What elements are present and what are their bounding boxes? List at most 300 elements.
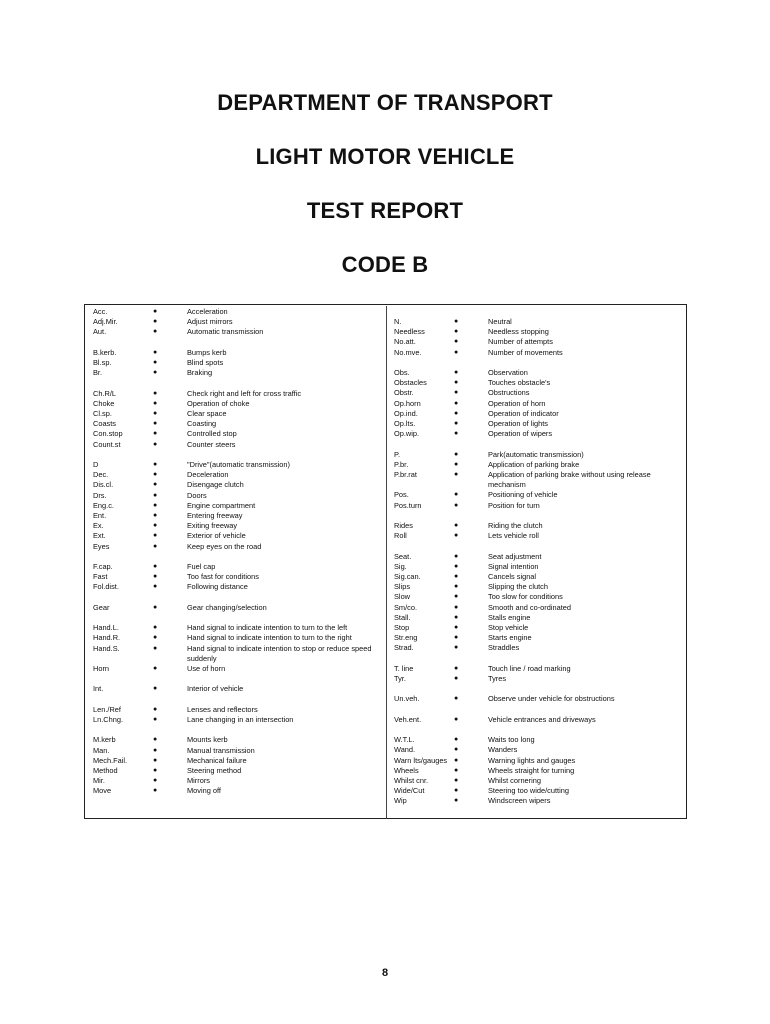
bullet-icon (454, 684, 488, 694)
abbreviation-code: Dec. (93, 470, 109, 480)
bullet-icon: ● (454, 634, 459, 642)
abbreviation-row (93, 572, 377, 582)
abbreviation-row (93, 664, 377, 674)
bullet-icon: ● (454, 695, 459, 703)
abbreviation-code: No.mve. (394, 347, 422, 357)
abbreviation-meaning: Counter steers (187, 439, 236, 449)
abbreviation-meaning (187, 593, 377, 603)
abbreviation-meaning: Stalls engine (488, 612, 531, 622)
abbreviation-meaning: Operation of lights (488, 419, 548, 429)
bullet-icon: ● (153, 328, 158, 336)
bullet-icon: ● (153, 471, 158, 479)
title-vehicle-class: LIGHT MOTOR VEHICLE (255, 144, 515, 169)
abbreviation-row (394, 633, 678, 643)
bullet-icon: ● (454, 501, 459, 509)
abbreviation-row (394, 470, 678, 490)
abbreviation-code: Hand.S. (93, 643, 120, 653)
bullet-icon: ● (454, 675, 459, 683)
abbreviation-meaning (488, 541, 678, 551)
abbreviation-row (394, 562, 678, 572)
abbreviation-meaning: Adjust mirrors (187, 317, 233, 327)
abbreviation-meaning (187, 450, 377, 460)
abbreviation-row (93, 603, 377, 613)
abbreviation-row (93, 552, 377, 562)
abbreviation-row (394, 613, 678, 623)
bullet-icon: ● (454, 593, 459, 601)
abbreviation-row (394, 531, 678, 541)
bullet-icon (153, 378, 187, 388)
abbreviation-row (93, 633, 377, 643)
bullet-icon: ● (454, 797, 459, 805)
abbreviation-row (93, 521, 377, 531)
bullet-icon: ● (153, 756, 158, 764)
abbreviation-code: Choke (93, 398, 115, 408)
abbreviation-meaning: Lane changing in an intersection (187, 715, 294, 724)
abbreviation-row (93, 501, 377, 511)
bullet-icon: ● (153, 481, 158, 489)
abbreviation-code: Op.wip. (394, 429, 420, 439)
bullet-icon: ● (454, 318, 459, 325)
abbreviation-code: No.att. (394, 337, 416, 347)
bullet-icon (454, 439, 488, 449)
abbreviation-code: Rides (394, 521, 413, 531)
abbreviation-code: Sig.can. (394, 572, 421, 582)
abbreviation-row (93, 511, 377, 521)
abbreviation-code: Br. (93, 368, 103, 378)
abbreviation-row (394, 603, 678, 613)
abbreviation-code: N. (394, 317, 402, 326)
bullet-icon: ● (153, 430, 158, 438)
abbreviation-row (394, 317, 678, 327)
bullet-icon: ● (153, 461, 158, 468)
bullet-icon (153, 613, 187, 623)
abbreviation-row (394, 684, 678, 694)
abbreviation-meaning: Hand signal to indicate intention to turn to the right (187, 633, 352, 643)
abbreviation-code: Sig. (394, 561, 407, 571)
abbreviation-meaning: Disengage clutch (187, 480, 244, 490)
abbreviation-code: Wand. (394, 745, 416, 755)
abbreviation-row (93, 562, 377, 572)
abbreviation-row (93, 593, 377, 603)
abbreviation-row (93, 582, 377, 592)
abbreviation-row (394, 735, 678, 745)
bullet-icon: ● (153, 389, 158, 397)
bullet-icon: ● (454, 399, 459, 407)
abbreviation-code: Tyr. (394, 674, 406, 684)
abbreviation-row (394, 337, 678, 347)
bullet-icon (153, 593, 187, 603)
abbreviation-meaning: Operation of choke (187, 398, 250, 408)
abbreviation-row (394, 501, 678, 511)
bullet-icon (454, 358, 488, 368)
bullet-icon (454, 705, 488, 715)
abbreviation-meaning (488, 511, 678, 521)
bullet-icon: ● (454, 379, 459, 387)
abbreviation-code: Ex. (93, 521, 104, 531)
abbreviation-meaning: Riding the clutch (488, 521, 543, 531)
abbreviation-meaning: Hand signal to indicate intention to turn to the left (187, 623, 348, 633)
abbreviation-meaning (187, 695, 377, 705)
abbreviation-meaning: Whilst cornering (488, 776, 541, 786)
abbreviation-row (93, 491, 377, 501)
abbreviation-row (93, 613, 377, 623)
abbreviation-meaning: Steering too wide/cutting (488, 786, 569, 796)
bullet-icon: ● (454, 664, 459, 672)
abbreviation-meaning: Observation (488, 368, 528, 377)
abbreviation-meaning (488, 439, 678, 449)
abbreviation-code: W.T.L. (394, 735, 415, 745)
abbreviation-meaning: Application of parking brake without using release mechanism (488, 470, 651, 490)
abbreviation-row (394, 378, 678, 388)
abbreviation-code: Ent. (93, 511, 107, 521)
abbreviation-meaning (187, 552, 377, 562)
abbreviation-code: P. (394, 449, 401, 459)
abbreviation-meaning: Entering freeway (187, 511, 243, 521)
bullet-icon: ● (454, 552, 459, 560)
abbreviation-meaning: Touch line / road marking (488, 663, 571, 673)
abbreviation-row (93, 715, 377, 725)
abbreviation-row (93, 725, 377, 735)
abbreviation-code: Un.veh. (394, 694, 420, 704)
abbreviation-meaning: Mounts kerb (187, 735, 228, 745)
bullet-icon: ● (454, 532, 459, 540)
abbreviation-meaning: Tyres (488, 674, 507, 684)
abbreviation-meaning: Deceleration (187, 470, 229, 480)
abbreviation-code: Coasts (93, 419, 117, 429)
bullet-icon: ● (153, 716, 158, 723)
bullet-icon: ● (153, 348, 158, 356)
abbreviation-row (93, 766, 377, 776)
bullet-icon: ● (153, 736, 158, 744)
abbreviation-code: D (93, 460, 99, 469)
abbreviation-row (93, 338, 377, 348)
bullet-icon: ● (454, 522, 459, 530)
abbreviation-meaning: Straddles (488, 643, 520, 653)
abbreviation-row (93, 480, 377, 490)
abbreviation-meaning (187, 725, 377, 735)
abbreviation-row (394, 664, 678, 674)
bullet-icon (454, 511, 488, 521)
abbreviation-code (93, 552, 153, 562)
abbreviation-code: Fast (93, 572, 108, 582)
abbreviation-meaning: Lets vehicle roll (488, 531, 539, 541)
abbreviation-code: Pos. (394, 490, 409, 500)
bullet-icon: ● (153, 603, 158, 611)
abbreviation-row (394, 511, 678, 521)
abbreviation-code: T. line (394, 663, 414, 673)
abbreviation-row (394, 654, 678, 664)
abbreviation-code: Slow (394, 592, 411, 602)
abbreviation-row (93, 705, 377, 715)
abbreviation-code: Int. (93, 684, 104, 694)
bullet-icon: ● (454, 603, 459, 611)
abbreviation-row (394, 766, 678, 776)
bullet-icon: ● (454, 389, 459, 397)
abbreviation-code: Drs. (93, 490, 107, 500)
abbreviations-left-column (93, 307, 377, 797)
abbreviation-code: Dis.cl. (93, 480, 114, 490)
bullet-icon: ● (153, 624, 158, 632)
bullet-icon: ● (454, 450, 459, 458)
abbreviation-meaning: Park(automatic transmission) (488, 449, 584, 459)
abbreviation-code: Whilst cnr. (394, 776, 429, 786)
abbreviation-row (394, 439, 678, 449)
bullet-icon (454, 654, 488, 664)
abbreviation-row (394, 368, 678, 378)
abbreviation-code: Obstacles (394, 378, 427, 388)
abbreviation-code: P.br.rat (394, 470, 417, 480)
abbreviation-row (93, 695, 377, 705)
bullet-icon: ● (153, 318, 158, 326)
abbreviation-code (93, 593, 153, 603)
abbreviation-meaning: Smooth and co-ordinated (488, 602, 571, 612)
bullet-icon: ● (153, 308, 158, 315)
abbreviation-row (394, 715, 678, 725)
abbreviation-code: Gear (93, 602, 110, 612)
bullet-icon: ● (454, 624, 459, 632)
bullet-icon: ● (153, 583, 158, 591)
abbreviation-row (93, 450, 377, 460)
abbreviation-meaning: Use of horn (187, 664, 226, 674)
abbreviation-code: Op.ind. (394, 408, 418, 418)
abbreviation-meaning: Exiting freeway (187, 521, 238, 531)
bullet-icon: ● (454, 369, 459, 376)
abbreviation-row (394, 572, 678, 582)
abbreviation-row (93, 358, 377, 368)
abbreviation-meaning (187, 378, 377, 388)
bullet-icon: ● (153, 563, 158, 571)
abbreviation-meaning: Wanders (488, 745, 518, 755)
abbreviation-row (394, 541, 678, 551)
abbreviation-meaning: Position for turn (488, 500, 540, 510)
abbreviation-meaning (187, 613, 377, 623)
abbreviation-row (93, 746, 377, 756)
bullet-icon: ● (153, 369, 158, 377)
abbreviation-row (93, 368, 377, 378)
abbreviation-row (394, 450, 678, 460)
bullet-icon: ● (153, 777, 158, 785)
abbreviation-code (93, 338, 153, 348)
abbreviation-row (93, 399, 377, 409)
bullet-icon: ● (454, 491, 459, 499)
bullet-icon: ● (454, 613, 459, 621)
abbreviation-row (93, 542, 377, 552)
abbreviation-code: P.br. (394, 459, 409, 469)
abbreviation-code: Pos.turn (394, 500, 422, 510)
bullet-icon: ● (153, 573, 158, 581)
abbreviation-code: Wip (394, 796, 407, 806)
abbreviation-row (394, 521, 678, 531)
bullet-icon: ● (153, 359, 158, 366)
abbreviation-code: Ext. (93, 531, 106, 541)
title-test-report: TEST REPORT (306, 198, 464, 223)
abbreviation-code: Ln.Chng. (93, 715, 123, 724)
abbreviation-row (394, 327, 678, 337)
bullet-icon: ● (454, 409, 459, 417)
abbreviation-code: Roll (394, 531, 407, 541)
abbreviation-row (93, 684, 377, 694)
bullet-icon: ● (153, 787, 158, 795)
abbreviation-code: Cl.sp. (93, 409, 112, 418)
bullet-icon: ● (454, 715, 459, 723)
abbreviation-code: Horn (93, 664, 110, 674)
abbreviation-code: Wide/Cut (394, 786, 425, 796)
abbreviation-meaning: Moving off (187, 786, 221, 796)
abbreviation-code: Acc. (93, 307, 108, 316)
abbreviation-row (394, 623, 678, 633)
abbreviation-meaning: Wheels straight for turning (488, 765, 575, 775)
abbreviation-code: Aut. (93, 327, 107, 337)
abbreviation-meaning (488, 358, 678, 368)
abbreviation-row (93, 440, 377, 450)
abbreviation-row (394, 674, 678, 684)
bullet-icon: ● (454, 787, 459, 795)
bullet-icon: ● (153, 746, 158, 754)
abbreviation-code: Move (93, 786, 112, 796)
abbreviation-row (93, 735, 377, 745)
abbreviation-code: Obstr. (394, 388, 414, 398)
abbreviation-meaning (187, 338, 377, 348)
bullet-icon: ● (454, 471, 459, 479)
abbreviation-code (394, 511, 454, 521)
bullet-icon: ● (153, 399, 158, 407)
abbreviation-row (93, 429, 377, 439)
abbreviation-meaning: Number of movements (488, 347, 563, 357)
abbreviation-meaning (488, 725, 678, 735)
abbreviation-meaning: Bumps kerb (187, 347, 227, 357)
abbreviation-code: B.kerb. (93, 347, 117, 357)
abbreviation-row (394, 694, 678, 704)
abbreviation-meaning: Too slow for conditions (488, 592, 563, 602)
abbreviation-row (93, 531, 377, 541)
abbreviation-meaning: Controlled stop (187, 429, 237, 439)
abbreviation-code: Wheels (394, 765, 419, 775)
abbreviation-code (394, 705, 454, 715)
abbreviation-code: Needless (394, 327, 425, 337)
abbreviation-row (93, 409, 377, 419)
bullet-icon: ● (454, 460, 459, 468)
abbreviation-code: Adj.Mir. (93, 317, 118, 327)
abbreviation-row (394, 592, 678, 602)
abbreviation-meaning: Neutral (488, 317, 512, 326)
abbreviation-meaning: Clear space (187, 409, 227, 418)
bullet-icon: ● (454, 338, 459, 346)
abbreviation-code (93, 674, 153, 684)
abbreviation-row (394, 399, 678, 409)
abbreviation-meaning: "Drive"(automatic transmission) (187, 460, 290, 469)
abbreviation-code: Mech.Fail. (93, 755, 128, 765)
abbreviation-meaning: Exterior of vehicle (187, 531, 246, 541)
abbreviation-code: Sm/co. (394, 602, 417, 612)
abbreviation-row (394, 725, 678, 735)
abbreviation-row (394, 429, 678, 439)
abbreviation-code: Str.eng (394, 633, 418, 643)
bullet-icon: ● (454, 573, 459, 581)
abbreviation-code: Eng.c. (93, 500, 114, 510)
abbreviation-row (394, 745, 678, 755)
abbreviation-code: Count.st (93, 439, 121, 449)
abbreviation-code (394, 439, 454, 449)
bullet-icon (153, 695, 187, 705)
bullet-icon (153, 725, 187, 735)
bullet-icon: ● (454, 562, 459, 570)
abbreviation-row (93, 307, 377, 317)
abbreviation-row (394, 460, 678, 470)
abbreviation-code (394, 358, 454, 368)
abbreviation-code: Veh.ent. (394, 714, 422, 724)
abbreviation-code: Hand.L. (93, 623, 119, 633)
abbreviation-meaning: Blind spots (187, 358, 224, 367)
bullet-icon: ● (153, 542, 158, 550)
bullet-icon: ● (153, 532, 158, 540)
abbreviation-code (394, 654, 454, 664)
abbreviation-row (394, 419, 678, 429)
abbreviation-row (93, 786, 377, 796)
abbreviation-code: Slips (394, 582, 411, 592)
abbreviation-code (394, 725, 454, 735)
bullet-icon: ● (153, 491, 158, 499)
abbreviation-meaning: Seat adjustment (488, 551, 542, 561)
abbreviation-row (93, 389, 377, 399)
abbreviation-meaning: Operation of wipers (488, 429, 553, 439)
bullet-icon (153, 450, 187, 460)
abbreviation-row (93, 378, 377, 388)
bullet-icon (454, 725, 488, 735)
abbreviation-code (93, 695, 153, 705)
abbreviation-code: Seat. (394, 551, 412, 561)
title-department: DEPARTMENT OF TRANSPORT (217, 90, 553, 115)
bullet-icon: ● (153, 420, 158, 428)
abbreviation-code: Hand.R. (93, 633, 121, 643)
bullet-icon (153, 552, 187, 562)
abbreviation-meaning: Operation of horn (488, 398, 546, 408)
abbreviation-meaning: Waits too long (488, 735, 535, 745)
abbreviation-meaning: Doors (187, 490, 207, 500)
abbreviation-meaning: Slipping the clutch (488, 582, 548, 592)
abbreviation-meaning: Windscreen wipers (488, 796, 551, 806)
abbreviation-code: Method (93, 766, 118, 775)
abbreviation-code: M.kerb (93, 735, 116, 745)
bullet-icon: ● (153, 634, 158, 642)
abbreviation-code: Mir. (93, 776, 105, 786)
abbreviation-row (93, 317, 377, 327)
bullet-icon: ● (454, 766, 459, 774)
abbreviation-code (394, 541, 454, 551)
abbreviation-meaning: Observe under vehicle for obstructions (488, 694, 615, 704)
bullet-icon: ● (454, 644, 459, 652)
title-code: CODE B (341, 252, 429, 277)
bullet-icon: ● (153, 440, 158, 448)
abbreviation-code: Stall. (394, 612, 411, 622)
abbreviation-meaning: Application of parking brake (488, 459, 580, 469)
bullet-icon (454, 541, 488, 551)
bullet-icon: ● (153, 644, 158, 652)
abbreviation-row (93, 776, 377, 786)
page-number: 8 (381, 967, 389, 979)
abbreviation-meaning: Starts engine (488, 633, 532, 643)
abbreviation-row (394, 756, 678, 766)
abbreviation-meaning: Interior of vehicle (187, 684, 244, 694)
abbreviation-meaning: Warning lights and gauges (488, 755, 576, 765)
abbreviation-meaning: Manual transmission (187, 745, 255, 755)
bullet-icon: ● (454, 777, 459, 785)
bullet-icon: ● (153, 685, 158, 693)
abbreviation-meaning (488, 705, 678, 715)
abbreviation-code: Op.lts. (394, 419, 416, 429)
bullet-icon: ● (153, 512, 158, 520)
abbreviations-right-column (394, 317, 678, 807)
abbreviation-code (93, 613, 153, 623)
